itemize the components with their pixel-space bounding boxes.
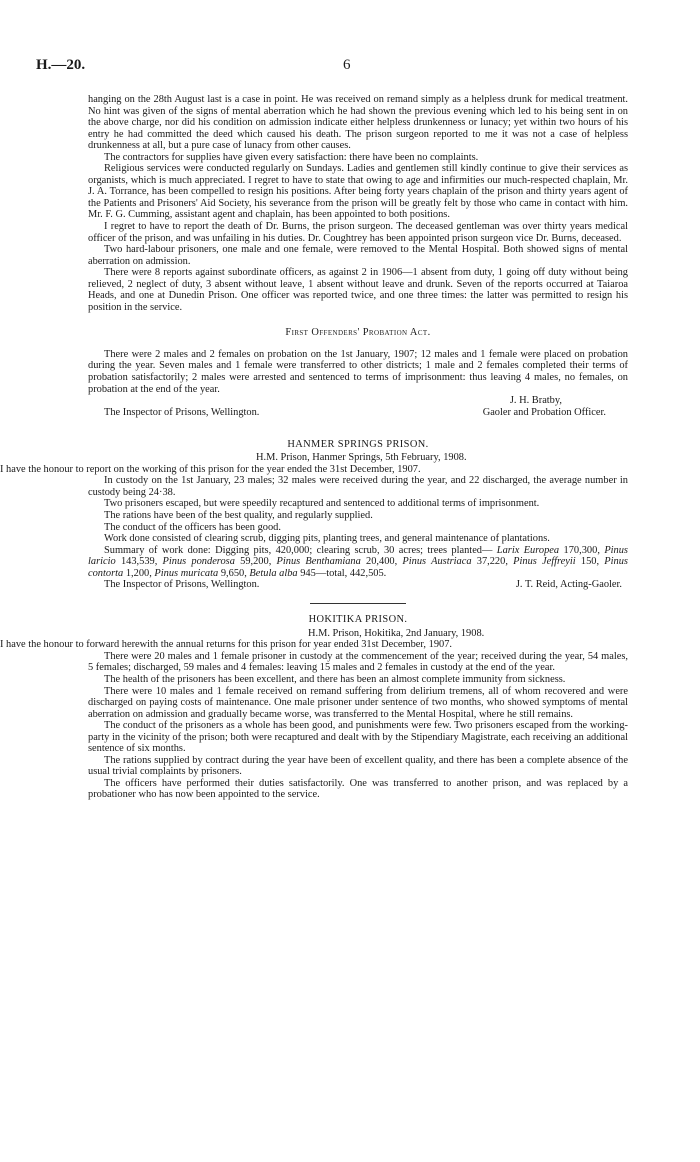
paragraph: The contractors for supplies have given every satisfaction: there have been no complaints. bbox=[104, 151, 479, 163]
paragraph: The conduct of the prisoners as a whole has been good, and punishments were few. Two prisoners escaped from the working-party in the vicinity of the prison; both were recaptured and dealt with by the Stipendiary Magistrate, each receiving an additional sentence of six months. bbox=[88, 720, 628, 755]
signature-title: Gaoler and Probation Officer. bbox=[482, 406, 606, 418]
paragraph: The rations have been of the best quality, and regularly supplied. bbox=[104, 509, 373, 521]
signature-row bbox=[88, 579, 628, 591]
dateline: H.M. Prison, Hokitika, 2nd January, 1908. bbox=[308, 627, 485, 639]
addressee: The Inspector of Prisons, Wellington. bbox=[104, 579, 260, 591]
paragraph: Two hard-labour prisoners, one male and one female, were removed to the Mental Hospital. Both showed signs of mental aberration on admission. bbox=[88, 244, 628, 267]
paragraph: Religious services were conducted regularly on Sundays. Ladies and gentlemen still kindly continue to give their services as organists, which is much appreciated. I regret to have to state that owing to age and infirmities our much-respected chaplain, Mr. J. A. Torrance, has been compelled to resign his positions. After being forty years chaplain of the prison and thirty years agent of the Patients and Prisoners' Aid Society, his severance from the prison will be greatly felt by those who came in contact with him. Mr. F. G. Cumming, assistant agent and chaplain, has been appointed to both positions. bbox=[88, 163, 628, 221]
paragraph: I have the honour to forward herewith the annual returns for this prison for year ended 31st December, 1907. bbox=[0, 639, 453, 651]
paragraph: Work done consisted of clearing scrub, digging pits, planting trees, and general maintenance of plantations. bbox=[104, 533, 550, 545]
paragraph: In custody on the 1st January, 23 males; 32 males were received during the year, and 22 discharged, the average number in custody being 24·38. bbox=[88, 475, 628, 498]
section-heading: First Offenders' Probation Act. bbox=[285, 327, 431, 339]
dateline: H.M. Prison, Hanmer Springs, 5th February, 1908. bbox=[256, 452, 467, 464]
signature-row bbox=[88, 407, 628, 419]
work-summary: Summary of work done: Digging pits, 420,000; clearing scrub, 30 acres; trees planted— Larix Europea 170,300, Pinus laricio 143,539, Pinus ponderosa 59,200, Pinus Benthamiana 20,400, Pinus Austriaca 37,220, Pinus Jeffreyii 150, Pinus contorta 1,200, Pinus muricata 9,650, Betula alba 945—total, 442,505. bbox=[88, 544, 628, 579]
paragraph: There were 2 males and 2 females on probation on the 1st January, 1907; 12 males and 1 female were placed on probation during the year. Seven males and 1 female were transferred to other districts; 1 male and 2 females completed their terms of probation satisfactorily; 2 males were arrested and sentenced to terms of imprisonment: thus leaving 4 males, no females, on probation at the end of the year. bbox=[88, 348, 628, 395]
report-code: H.—20. bbox=[36, 57, 86, 73]
paragraph: I have the honour to report on the working of this prison for the year ended the 31st December, 1907. bbox=[0, 463, 421, 475]
paragraph: There were 8 reports against subordinate officers, as against 2 in 1906—1 absent from duty, 1 going off duty without being relieved, 2 neglect of duty, 3 absent without leave, 1 absent without leave and drunk. Seven of the reports occurred at Taiaroa Heads, and one at Dunedin Prison. One officer was reported twice, and one three times: the latter was permitted to resign his position in the service. bbox=[88, 267, 628, 313]
paragraph: There were 10 males and 1 female received on remand suffering from delirium tremens, all of whom recovered and were discharged on paying costs of maintenance. One male prisoner under sentence of two months, who showed symptoms of mental aberration on admission and gradually became worse, was transferred to the Mental Hospital, where he still remains. bbox=[88, 685, 628, 720]
paragraph: Two prisoners escaped, but were speedily recaptured and sentenced to additional terms of imprisonment. bbox=[104, 498, 540, 510]
paragraph: There were 20 males and 1 female prisoner in custody at the commencement of the year; received during the year, 54 males, 5 females; discharged, 59 males and 4 females: leaving 15 males and 2 females in custody at the end of the year. bbox=[88, 650, 628, 674]
signature-name: J. H. Bratby, bbox=[509, 395, 562, 407]
signature: J. T. Reid, Acting-Gaoler. bbox=[515, 579, 622, 591]
section-heading: HANMER SPRINGS PRISON. bbox=[287, 438, 429, 450]
paragraph: The rations supplied by contract during the year have been of excellent quality, and there has been a complete absence of the usual trivial complaints by prisoners. bbox=[88, 754, 628, 778]
paragraph: The conduct of the officers has been good. bbox=[104, 521, 281, 533]
paragraph: The health of the prisoners has been excellent, and there has been an almost complete immunity from sickness. bbox=[104, 673, 566, 685]
section-divider bbox=[310, 603, 406, 604]
paragraph: hanging on the 28th August last is a case in point. He was received on remand simply as a helpless drunk for medical treatment. No hint was given of the signs of mental aberration which he had shown the previous evening which led to his being sent in on the above charge, nor did his condition on admission indicate either helpless drunkenness or lunacy; yet within two hours of his entry he had committed the deed which caused his death. The prison surgeon reported to me it was not a case of helpless drunkenness at all, but a pure case of lunacy from other causes. bbox=[88, 94, 628, 152]
paragraph: I regret to have to report the death of Dr. Burns, the prison surgeon. The deceased gentleman was over thirty years medical officer of the prison, and was unfailing in his duties. Dr. Coughtrey has been appointed prison surgeon vice Dr. Burns, deceased. bbox=[88, 221, 628, 244]
section-heading: HOKITIKA PRISON. bbox=[308, 614, 408, 626]
paragraph: The officers have performed their duties satisfactorily. One was transferred to another prison, and was replaced by a probationer who has now been appointed to the service. bbox=[88, 777, 628, 801]
document-body bbox=[0, 94, 628, 801]
addressee: The Inspector of Prisons, Wellington. bbox=[104, 406, 260, 418]
page-number: 6 bbox=[343, 57, 351, 73]
